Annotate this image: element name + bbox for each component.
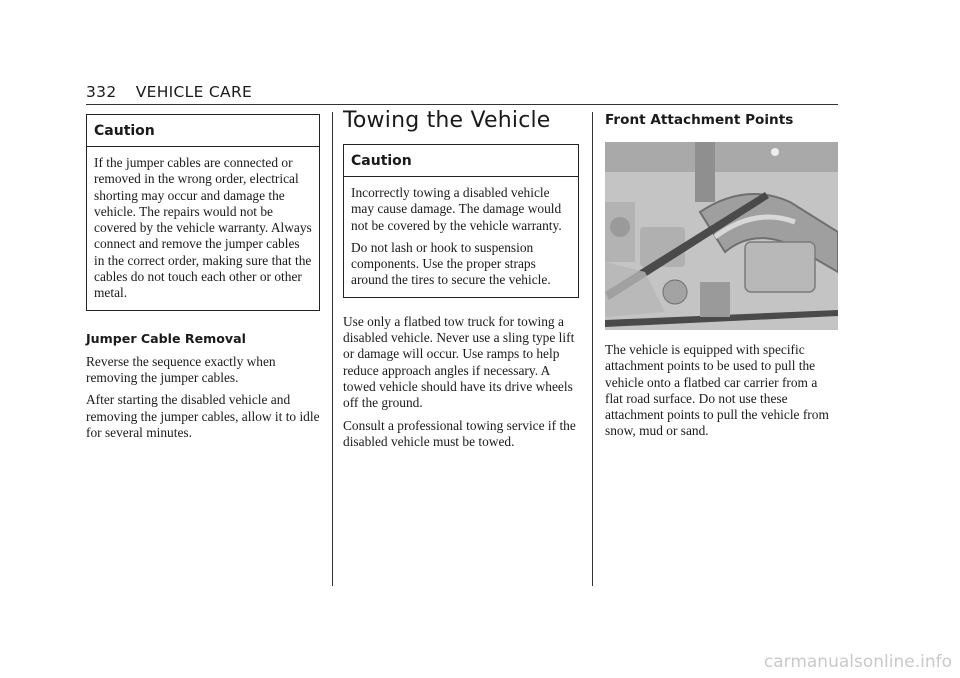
caution-box-towing (343, 144, 579, 298)
column-divider-1 (332, 112, 333, 586)
column-divider-2 (592, 112, 593, 586)
section-name: VEHICLE CARE (135, 83, 253, 101)
paragraph: Consult a professional towing service if the disabled vehicle must be towed. (343, 417, 576, 449)
column-2 (343, 108, 579, 456)
caution-title: Caution (344, 145, 578, 177)
column-3 (605, 108, 838, 446)
page-header (86, 83, 252, 101)
column-1 (86, 114, 320, 447)
caution-text: If the jumper cables are connected or removed in the wrong order, electrical shorting may occur and damage the vehicle. The repairs would not be covered by the vehicle warranty. Always connect and remove the jumper cables in the correct order, making sure that the cables do not touch each other or other metal. (94, 155, 312, 301)
caution-body (87, 147, 319, 310)
paragraph: After starting the disabled vehicle and removing the jumper cables, allow it to idle for several minutes. (86, 392, 320, 440)
caution-paragraph: Incorrectly towing a disabled vehicle may cause damage. The damage would not be covered by the vehicle warranty. (351, 185, 562, 233)
caution-body (344, 177, 578, 297)
front-attachment-heading: Front Attachment Points (605, 112, 794, 128)
jumper-cable-removal-heading: Jumper Cable Removal (86, 330, 246, 346)
watermark: carmanualsonline.info (763, 652, 952, 672)
caution-title: Caution (87, 115, 319, 147)
page-number: 332 (86, 83, 117, 101)
front-attachment-illustration (605, 142, 838, 330)
caution-box-jumper (86, 114, 320, 311)
paragraph: Reverse the sequence exactly when removing the jumper cables. (86, 353, 276, 385)
paragraph: The vehicle is equipped with specific attachment points to be used to pull the vehicle onto a flatbed car carrier from a flat road surface. Do not use these attachment points to pull the vehicle from snow, mud or sand. (605, 342, 829, 439)
caution-paragraph: Do not lash or hook to suspension components. Use the proper straps around the tires to secure the vehicle. (351, 239, 551, 288)
paragraph: Use only a flatbed tow truck for towing a disabled vehicle. Never use a sling type lift or damage will occur. Use ramps to help reduce approach angles if necessary. A towed vehicle should have its drive wheels off the ground. (343, 313, 575, 411)
towing-title: Towing the Vehicle (343, 108, 551, 133)
header-rule (86, 104, 838, 105)
